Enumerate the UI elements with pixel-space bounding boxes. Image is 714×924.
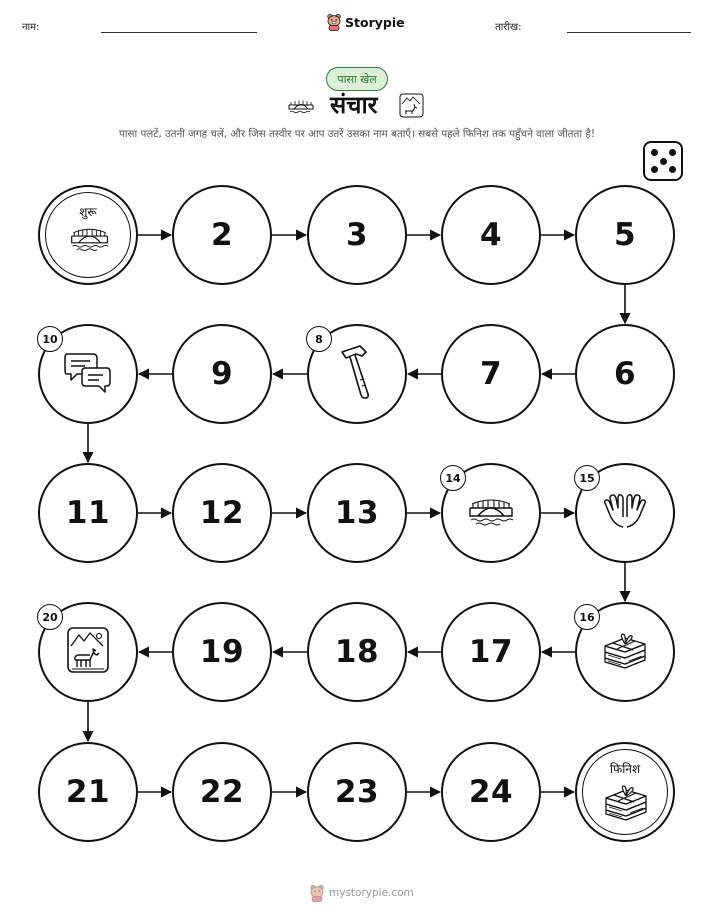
name-label: नाम: [22,22,40,33]
goat-picture-icon [66,626,110,678]
bridge-icon [468,495,514,531]
cell-number-badge: 10 [37,326,63,352]
cell-number-badge: 16 [574,604,600,630]
cell-number: 6 [613,356,637,392]
board-cell-2[interactable] [172,185,272,285]
board-cell-7[interactable] [441,324,541,424]
board-cell-5[interactable] [575,185,675,285]
finish-cell[interactable] [575,742,675,842]
board-cell-6[interactable] [575,324,675,424]
cell-number: 11 [65,495,111,531]
board-cell-22[interactable] [172,742,272,842]
cell-number: 7 [479,356,503,392]
cell-number: 4 [479,217,503,253]
board-cell-21[interactable] [38,742,138,842]
board-cell-19[interactable] [172,602,272,702]
board-cell-4[interactable] [441,185,541,285]
bear-mascot-icon [309,884,325,902]
cell-number: 13 [334,495,380,531]
date-label: तारीख: [495,22,522,33]
board-cell-11[interactable] [38,463,138,563]
cell-number: 5 [613,217,637,253]
cell-number: 21 [65,774,111,810]
instructions: पासा पलटें, उतनी जगह चलें, और जिस तस्वीर पर आप उतरें उसका नाम बताएँ। सबसे पहले फिनिश तक पहुँचने वाला जीतता है! [119,128,595,140]
board-cell-3[interactable] [307,185,407,285]
cell-number: 3 [345,217,369,253]
board-cell-24[interactable] [441,742,541,842]
cell-number: 24 [468,774,514,810]
cell-number: 12 [199,495,245,531]
board-cell-17[interactable] [441,602,541,702]
page-title: संचार [330,91,378,119]
cell-number: 19 [199,634,245,670]
cell-number-badge: 14 [440,465,466,491]
cell-number-badge: 15 [574,465,600,491]
cell-number: 23 [334,774,380,810]
footer [309,884,414,902]
cell-number-badge: 8 [306,326,332,352]
open-hands-icon [602,491,648,535]
board-cell-12[interactable] [172,463,272,563]
board-cell-9[interactable] [172,324,272,424]
footer-url[interactable]: mystorypie.com [329,887,414,899]
board-cell-18[interactable] [307,602,407,702]
start-label: शुरू [79,205,97,219]
cell-number: 22 [199,774,245,810]
cell-number: 2 [210,217,234,253]
cell-number: 17 [468,634,514,670]
hammer-icon [334,342,380,406]
cell-number: 9 [210,356,234,392]
parcel-stack-icon [602,782,650,826]
game-type-badge: पासा खेल [326,67,388,91]
parcel-stack-icon [601,630,649,674]
start-cell[interactable] [38,185,138,285]
cell-number: 18 [334,634,380,670]
brand-name: Storypie [345,14,405,30]
speech-bubbles-icon [63,350,113,398]
finish-label: फिनिश [609,762,641,776]
board-cell-23[interactable] [307,742,407,842]
board-cell-13[interactable] [307,463,407,563]
cell-number-badge: 20 [37,604,63,630]
bridge-icon [70,225,109,256]
